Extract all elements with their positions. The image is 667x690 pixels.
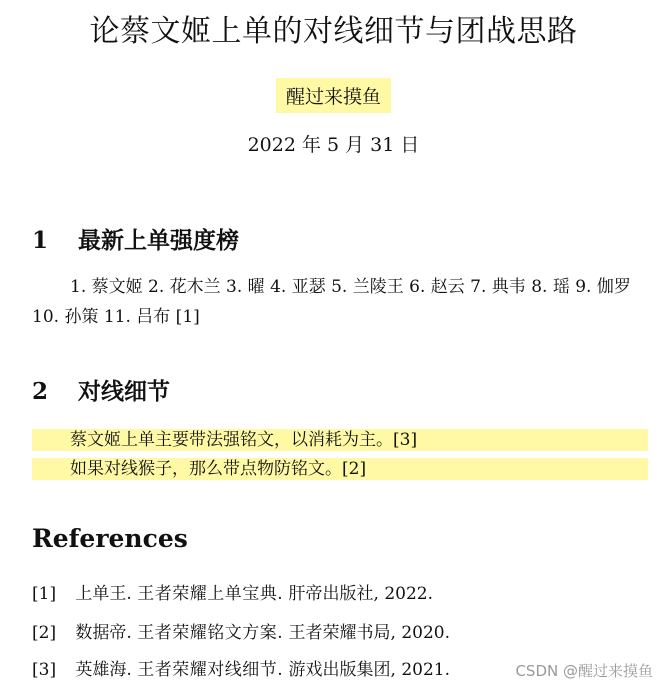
- reference-label: [2]: [32, 623, 57, 643]
- reference-author: 数据帝.: [75, 623, 132, 643]
- highlighted-text: 蔡文姬上单主要带法强铭文，以消耗为主。[3]: [70, 430, 418, 450]
- reference-publisher: 王者荣耀书局, 2020.: [288, 623, 451, 643]
- reference-book: 王者荣耀上单宝典.: [137, 584, 284, 604]
- ranking-paragraph: 1. 蔡文姬 2. 花木兰 3. 曜 4. 亚瑟 5. 兰陵王 6. 赵云 7. 典韦 8. 瑶 9. 伽罗 10. 孙策 11. 吕布 [1]: [32, 277, 631, 327]
- csdn-watermark: CSDN @醒过来摸鱼: [515, 662, 653, 680]
- reference-book: 王者荣耀对线细节.: [137, 660, 284, 680]
- section-number: 2: [32, 378, 49, 405]
- section-title: 最新上单强度榜: [78, 227, 239, 254]
- reference-publisher: 游戏出版集团, 2021.: [288, 660, 451, 680]
- author-block: [0, 78, 667, 113]
- highlighted-line: [32, 458, 648, 480]
- reference-label: [1]: [32, 584, 57, 604]
- reference-item: [32, 618, 652, 643]
- reference-label: [3]: [32, 660, 57, 680]
- reference-author: 英雄海.: [75, 660, 132, 680]
- reference-publisher: 肝帝出版社, 2022.: [288, 584, 434, 604]
- highlighted-line: [32, 429, 648, 451]
- document-date: 2022 年 5 月 31 日: [247, 134, 420, 156]
- author-name: 醒过来摸鱼: [276, 78, 391, 113]
- reference-item: [32, 579, 652, 604]
- reference-author: 上单王.: [75, 584, 132, 604]
- section-heading-2: [32, 373, 170, 406]
- references-heading: References: [32, 524, 188, 553]
- section-number: 1: [32, 227, 49, 254]
- reference-book: 王者荣耀铭文方案.: [137, 623, 284, 643]
- document-title: 论蔡文姬上单的对线细节与团战思路: [89, 14, 578, 49]
- section-title: 对线细节: [78, 378, 170, 405]
- highlighted-text: 如果对线猴子，那么带点物防铭文。[2]: [70, 459, 367, 479]
- section-heading-1: [32, 222, 239, 255]
